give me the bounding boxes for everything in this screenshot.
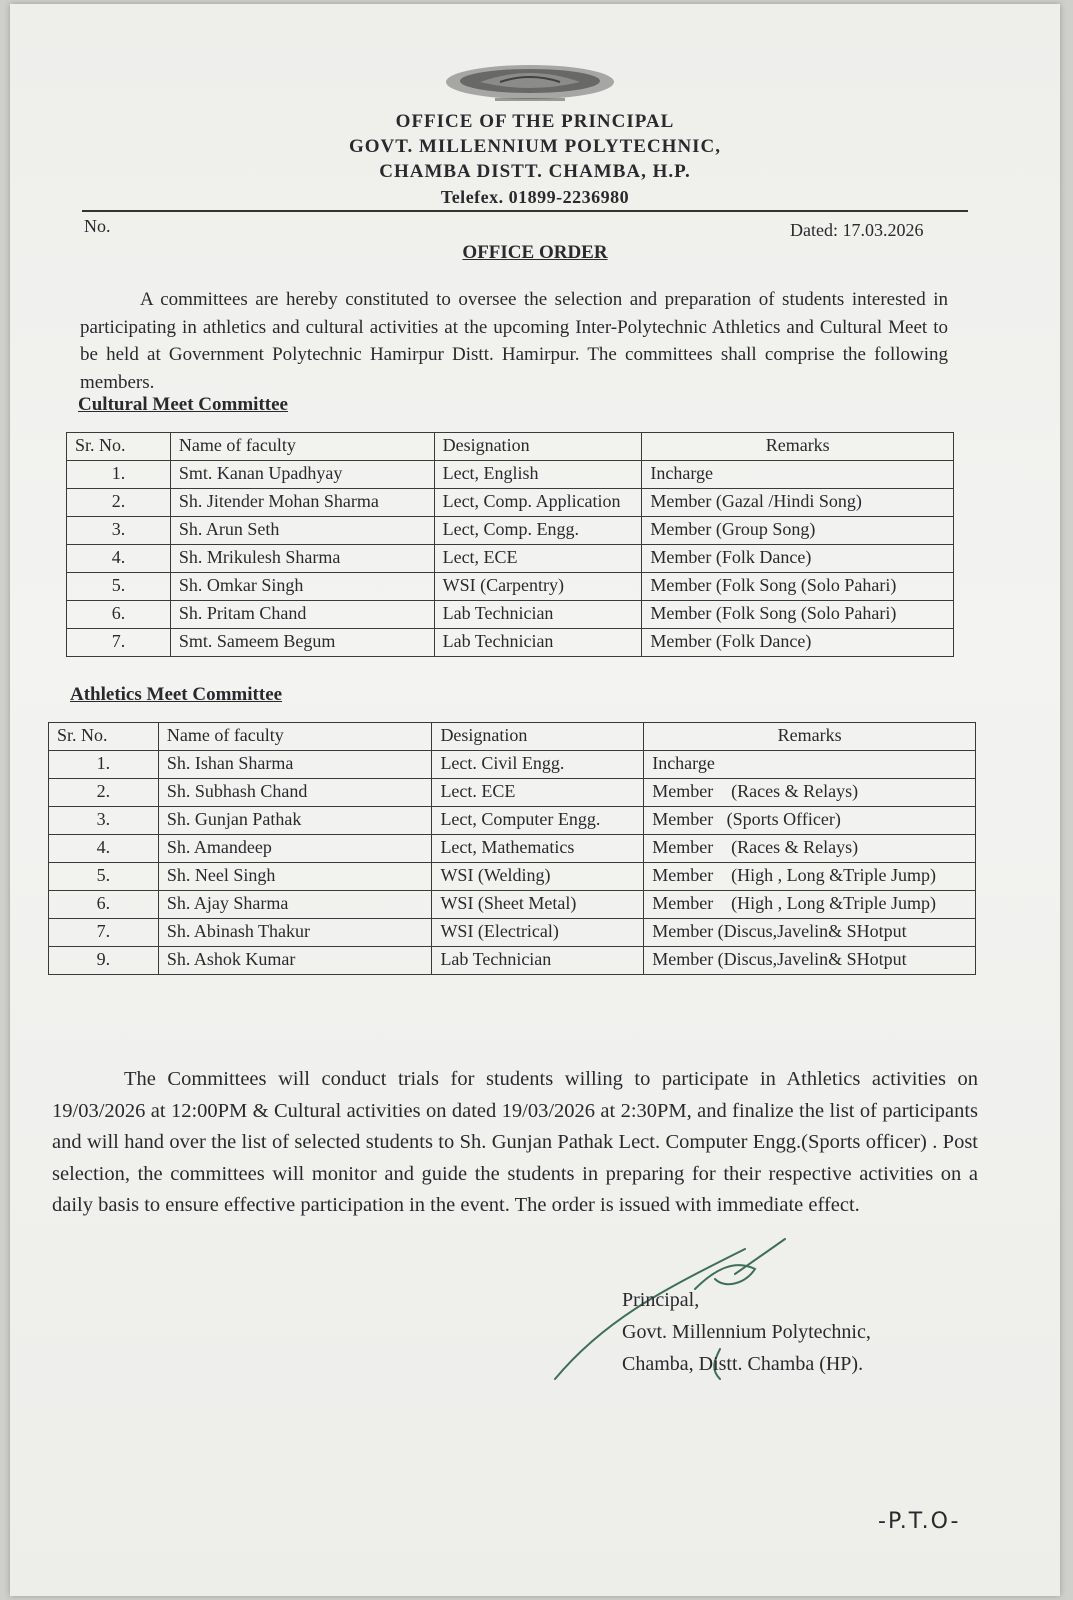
table-header-row bbox=[49, 723, 976, 751]
cell-remarks: Member (Folk Song (Solo Pahari) bbox=[642, 573, 954, 601]
cell-name: Smt. Sameem Begum bbox=[170, 629, 434, 657]
table-row bbox=[67, 489, 954, 517]
intro-text: A committees are hereby constituted to oversee the selection and preparation of students interested in participating in athletics and cultural activities at the upcoming Inter-Polytechnic Athletics and Cultural Meet to be held at Government Polytechnic Hamirpur Distt. Hamirpur. The committees shall comprise the following members. bbox=[80, 289, 948, 393]
cell-remarks: Member (Folk Dance) bbox=[642, 629, 954, 657]
cell-sr: 1. bbox=[49, 751, 159, 779]
cell-name: Sh. Jitender Mohan Sharma bbox=[170, 489, 434, 517]
col-remarks: Remarks bbox=[642, 433, 954, 461]
table-row bbox=[49, 751, 976, 779]
cell-remarks: Member (Discus,Javelin& SHotput bbox=[644, 947, 976, 975]
cell-designation: Lect, English bbox=[434, 461, 642, 489]
table-row bbox=[49, 891, 976, 919]
cell-designation: WSI (Electrical) bbox=[432, 919, 644, 947]
header-location: CHAMBA DISTT. CHAMBA, H.P. bbox=[379, 161, 691, 182]
cell-name: Sh. Ishan Sharma bbox=[158, 751, 432, 779]
header-divider bbox=[82, 210, 968, 212]
signatory-block bbox=[622, 1284, 871, 1380]
cell-designation: Lect, ECE bbox=[434, 545, 642, 573]
table-row bbox=[67, 573, 954, 601]
table-row bbox=[49, 779, 976, 807]
table-row bbox=[49, 807, 976, 835]
cell-remarks: Member (Group Song) bbox=[642, 517, 954, 545]
cell-remarks: Member (Folk Song (Solo Pahari) bbox=[642, 601, 954, 629]
closing-paragraph bbox=[52, 1064, 978, 1222]
col-designation: Designation bbox=[432, 723, 644, 751]
table-row bbox=[49, 919, 976, 947]
cell-sr: 7. bbox=[49, 919, 159, 947]
institution-emblem-icon bbox=[440, 60, 620, 106]
table-row bbox=[49, 947, 976, 975]
col-sr-no: Sr. No. bbox=[67, 433, 171, 461]
cell-remarks: Member (Folk Dance) bbox=[642, 545, 954, 573]
cell-remarks: Member (Races & Relays) bbox=[644, 779, 976, 807]
cell-sr: 3. bbox=[67, 517, 171, 545]
cell-name: Sh. Pritam Chand bbox=[170, 601, 434, 629]
cell-designation: Lect, Comp. Engg. bbox=[434, 517, 642, 545]
table-row bbox=[67, 461, 954, 489]
col-designation: Designation bbox=[434, 433, 642, 461]
cell-remarks: Member (High , Long &Triple Jump) bbox=[644, 891, 976, 919]
cell-sr: 2. bbox=[49, 779, 159, 807]
cell-name: Sh. Abinash Thakur bbox=[158, 919, 432, 947]
document-page bbox=[10, 4, 1060, 1596]
signatory-institution: Govt. Millennium Polytechnic, bbox=[622, 1321, 871, 1343]
table-row bbox=[49, 835, 976, 863]
cell-designation: WSI (Welding) bbox=[432, 863, 644, 891]
header-office: OFFICE OF THE PRINCIPAL bbox=[395, 111, 675, 132]
athletics-committee-table bbox=[48, 722, 976, 975]
cell-designation: Lect. ECE bbox=[432, 779, 644, 807]
cell-name: Smt. Kanan Upadhyay bbox=[170, 461, 434, 489]
cell-name: Sh. Mrikulesh Sharma bbox=[170, 545, 434, 573]
cell-designation: WSI (Sheet Metal) bbox=[432, 891, 644, 919]
cell-designation: Lab Technician bbox=[434, 629, 642, 657]
col-sr-no: Sr. No. bbox=[49, 723, 159, 751]
cell-remarks: Member (Gazal /Hindi Song) bbox=[642, 489, 954, 517]
col-name: Name of faculty bbox=[158, 723, 432, 751]
table-row bbox=[67, 545, 954, 573]
intro-paragraph bbox=[80, 286, 948, 396]
cell-designation: Lect, Mathematics bbox=[432, 835, 644, 863]
cell-sr: 4. bbox=[49, 835, 159, 863]
cell-name: Sh. Subhash Chand bbox=[158, 779, 432, 807]
signatory-location: Chamba, Distt. Chamba (HP). bbox=[622, 1353, 864, 1375]
cell-remarks: Incharge bbox=[644, 751, 976, 779]
cell-sr: 6. bbox=[67, 601, 171, 629]
table-row bbox=[67, 601, 954, 629]
cell-name: Sh. Amandeep bbox=[158, 835, 432, 863]
cell-designation: Lect, Comp. Application bbox=[434, 489, 642, 517]
col-remarks: Remarks bbox=[644, 723, 976, 751]
cell-name: Sh. Arun Seth bbox=[170, 517, 434, 545]
cell-remarks: Member (Races & Relays) bbox=[644, 835, 976, 863]
cell-name: Sh. Neel Singh bbox=[158, 863, 432, 891]
order-date: Dated: 17.03.2026 bbox=[790, 220, 924, 240]
order-title: OFFICE ORDER bbox=[462, 242, 608, 263]
cell-sr: 1. bbox=[67, 461, 171, 489]
cell-designation: Lect. Civil Engg. bbox=[432, 751, 644, 779]
cell-name: Sh. Gunjan Pathak bbox=[158, 807, 432, 835]
cell-remarks: Incharge bbox=[642, 461, 954, 489]
pto-note: -P.T.O- bbox=[878, 1509, 961, 1534]
signatory-title: Principal, bbox=[622, 1289, 700, 1311]
cell-name: Sh. Omkar Singh bbox=[170, 573, 434, 601]
cell-sr: 5. bbox=[49, 863, 159, 891]
cell-name: Sh. Ajay Sharma bbox=[158, 891, 432, 919]
cell-sr: 7. bbox=[67, 629, 171, 657]
cell-sr: 3. bbox=[49, 807, 159, 835]
table-row bbox=[67, 629, 954, 657]
header-institution: GOVT. MILLENNIUM POLYTECHNIC, bbox=[348, 136, 722, 157]
table-header-row bbox=[67, 433, 954, 461]
cell-designation: Lect, Computer Engg. bbox=[432, 807, 644, 835]
table-row bbox=[67, 517, 954, 545]
col-name: Name of faculty bbox=[170, 433, 434, 461]
reference-number: No. bbox=[84, 216, 111, 236]
athletics-committee-heading: Athletics Meet Committee bbox=[70, 684, 283, 705]
cell-designation: WSI (Carpentry) bbox=[434, 573, 642, 601]
cell-designation: Lab Technician bbox=[434, 601, 642, 629]
cell-sr: 6. bbox=[49, 891, 159, 919]
cell-sr: 4. bbox=[67, 545, 171, 573]
cell-sr: 2. bbox=[67, 489, 171, 517]
cultural-committee-table bbox=[66, 432, 954, 657]
closing-text: The Committees will conduct trials for students willing to participate in Athletics activities on 19/03/2026 at 12:00PM & Cultural activities on dated 19/03/2026 at 2:30PM, and finalize the list of participants and will hand over the list of selected students to Sh. Gunjan Pathak Lect. Computer Engg.(Sports officer) . Post selection, the committees will monitor and guide the students in preparing for their respective activities on a daily basis to ensure effective participation in the event. The order is issued with immediate effect. bbox=[52, 1068, 978, 1216]
header-telefax: Telefex. 01899-2236980 bbox=[440, 187, 630, 207]
cell-sr: 9. bbox=[49, 947, 159, 975]
table-row bbox=[49, 863, 976, 891]
cell-designation: Lab Technician bbox=[432, 947, 644, 975]
cultural-committee-heading: Cultural Meet Committee bbox=[78, 394, 288, 415]
cell-remarks: Member (Sports Officer) bbox=[644, 807, 976, 835]
cell-sr: 5. bbox=[67, 573, 171, 601]
cell-remarks: Member (High , Long &Triple Jump) bbox=[644, 863, 976, 891]
cell-name: Sh. Ashok Kumar bbox=[158, 947, 432, 975]
cell-remarks: Member (Discus,Javelin& SHotput bbox=[644, 919, 976, 947]
